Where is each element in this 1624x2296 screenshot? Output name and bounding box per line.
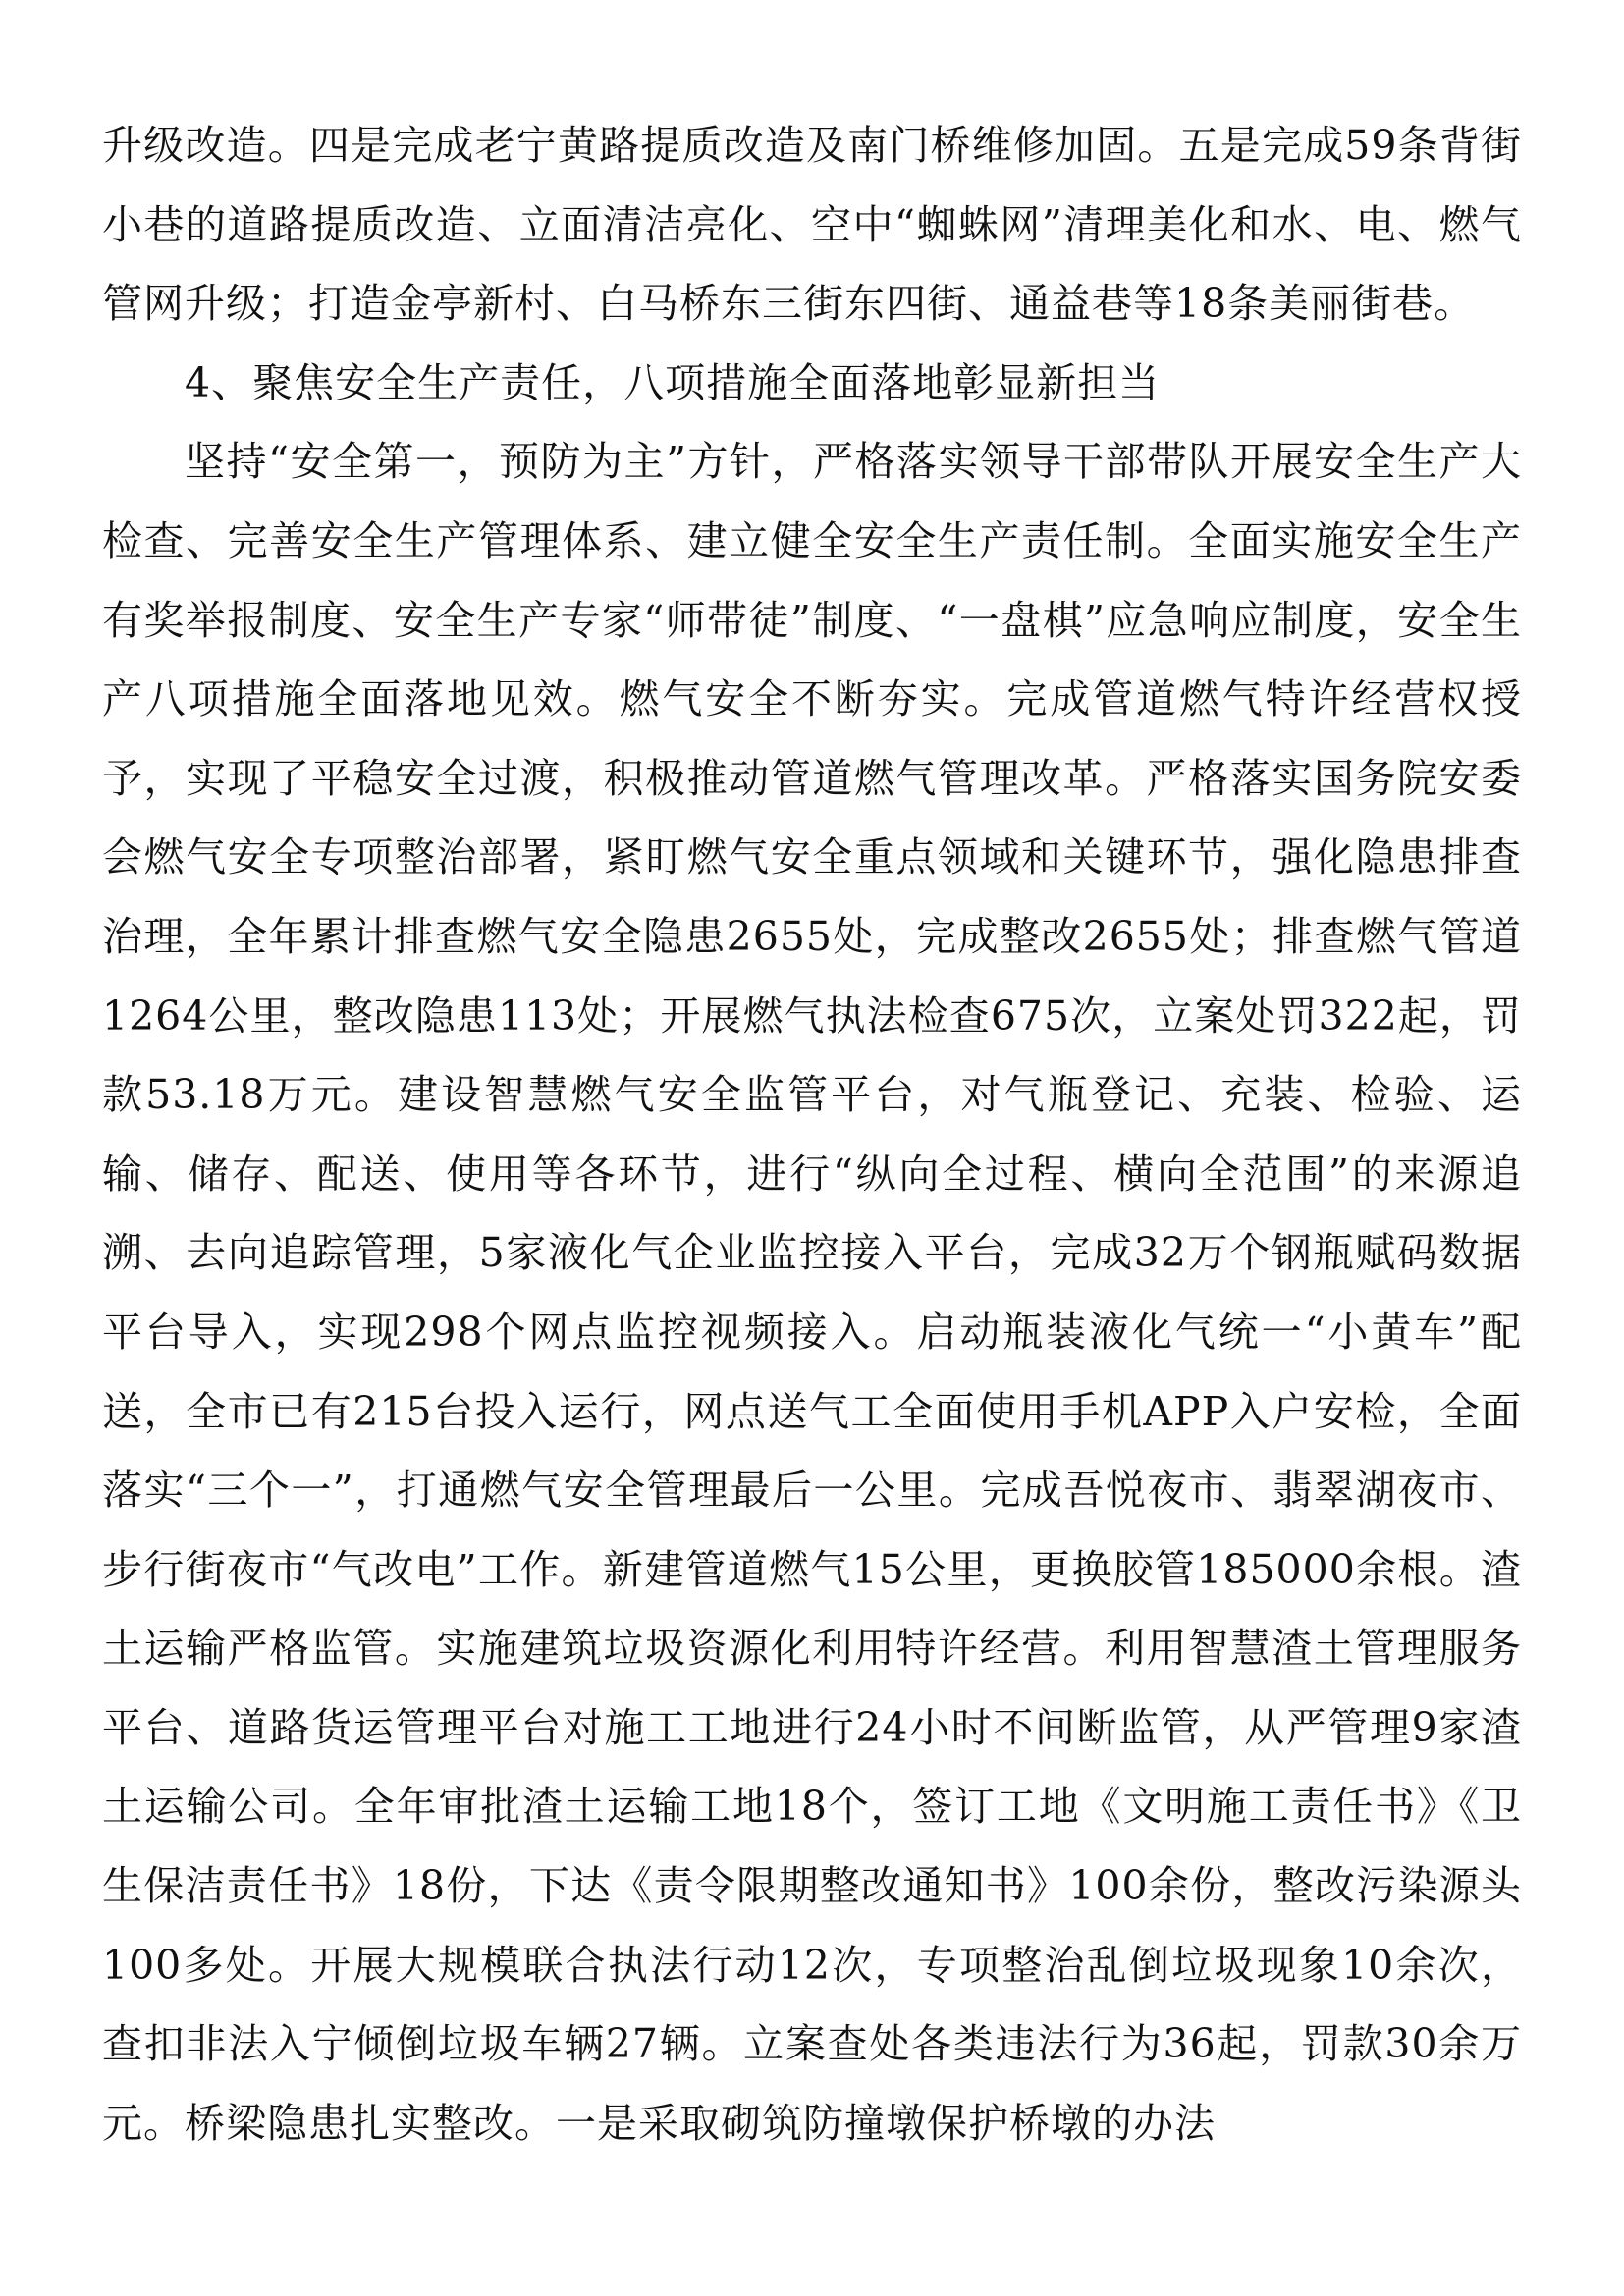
paragraph-safety-measures: 坚持“安全第一，预防为主”方针，严格落实领导干部带队开展安全生产大检查、完善安全生产管理体系、建立健全安全生产责任制。全面实施安全生产有奖举报制度、安全生产专家“师带徒”制度、“一盘棋”应急响应制度，安全生产八项措施全面落地见效。燃气安全不断夯实。完成管道燃气特许经营权授予，实现了平稳安全过渡，积极推动管道燃气管理改革。严格落实国务院安委会燃气安全专项整治部署，紧盯燃气安全重点领域和关键环节，强化隐患排查治理，全年累计排查燃气安全隐患2655处，完成整改2655处；排查燃气管道1264公里，整改隐患113处；开展燃气执法检查675次，立案处罚322起，罚款53.18万元。建设智慧燃气安全监管平台，对气瓶登记、充装、检验、运输、储存、配送、使用等各环节，进行“纵向全过程、横向全范围”的来源追溯、去向追踪管理，5家液化气企业监控接入平台，完成32万个钢瓶赋码数据平台导入，实现298个网点监控视频接入。启动瓶装液化气统一“小黄车”配送，全市已有215台投入运行，网点送气工全面使用手机APP入户安检，全面落实“三个一”，打通燃气安全管理最后一公里。完成吾悦夜市、翡翠湖夜市、步行街夜市“气改电”工作。新建管道燃气15公里，更换胶管185000余根。渣土运输严格监管。实施建筑垃圾资源化利用特许经营。利用智慧渣土管理服务平台、道路货运管理平台对施工工地进行24小时不间断监管，从严管理9家渣土运输公司。全年审批渣土运输工地18个，签订工地《文明施工责任书》《卫生保洁责任书》18份，下达《责令限期整改通知书》100余份，整改污染源头100多处。开展大规模联合执法行动12次，专项整治乱倒垃圾现象10余次，查扣非法入宁倾倒垃圾车辆27辆。立案查处各类违法行为36起，罚款30余万元。桥梁隐患扎实整改。一是采取砌筑防撞墩保护桥墩的办法 [102, 438, 1522, 2147]
section-heading-safety-production: 4、聚焦安全生产责任，八项措施全面落地彰显新担当 [185, 358, 1161, 406]
paragraph-upgrade-projects: 升级改造。四是完成老宁黄路提质改造及南门桥维修加固。五是完成59条背街小巷的道路提质改造、立面清洁亮化、空中“蜘蛛网”清理美化和水、电、燃气管网升级；打造金亭新村、白马桥东三街东四街、通益巷等18条美丽街巷。 [102, 122, 1522, 328]
document-body [102, 106, 1522, 2163]
